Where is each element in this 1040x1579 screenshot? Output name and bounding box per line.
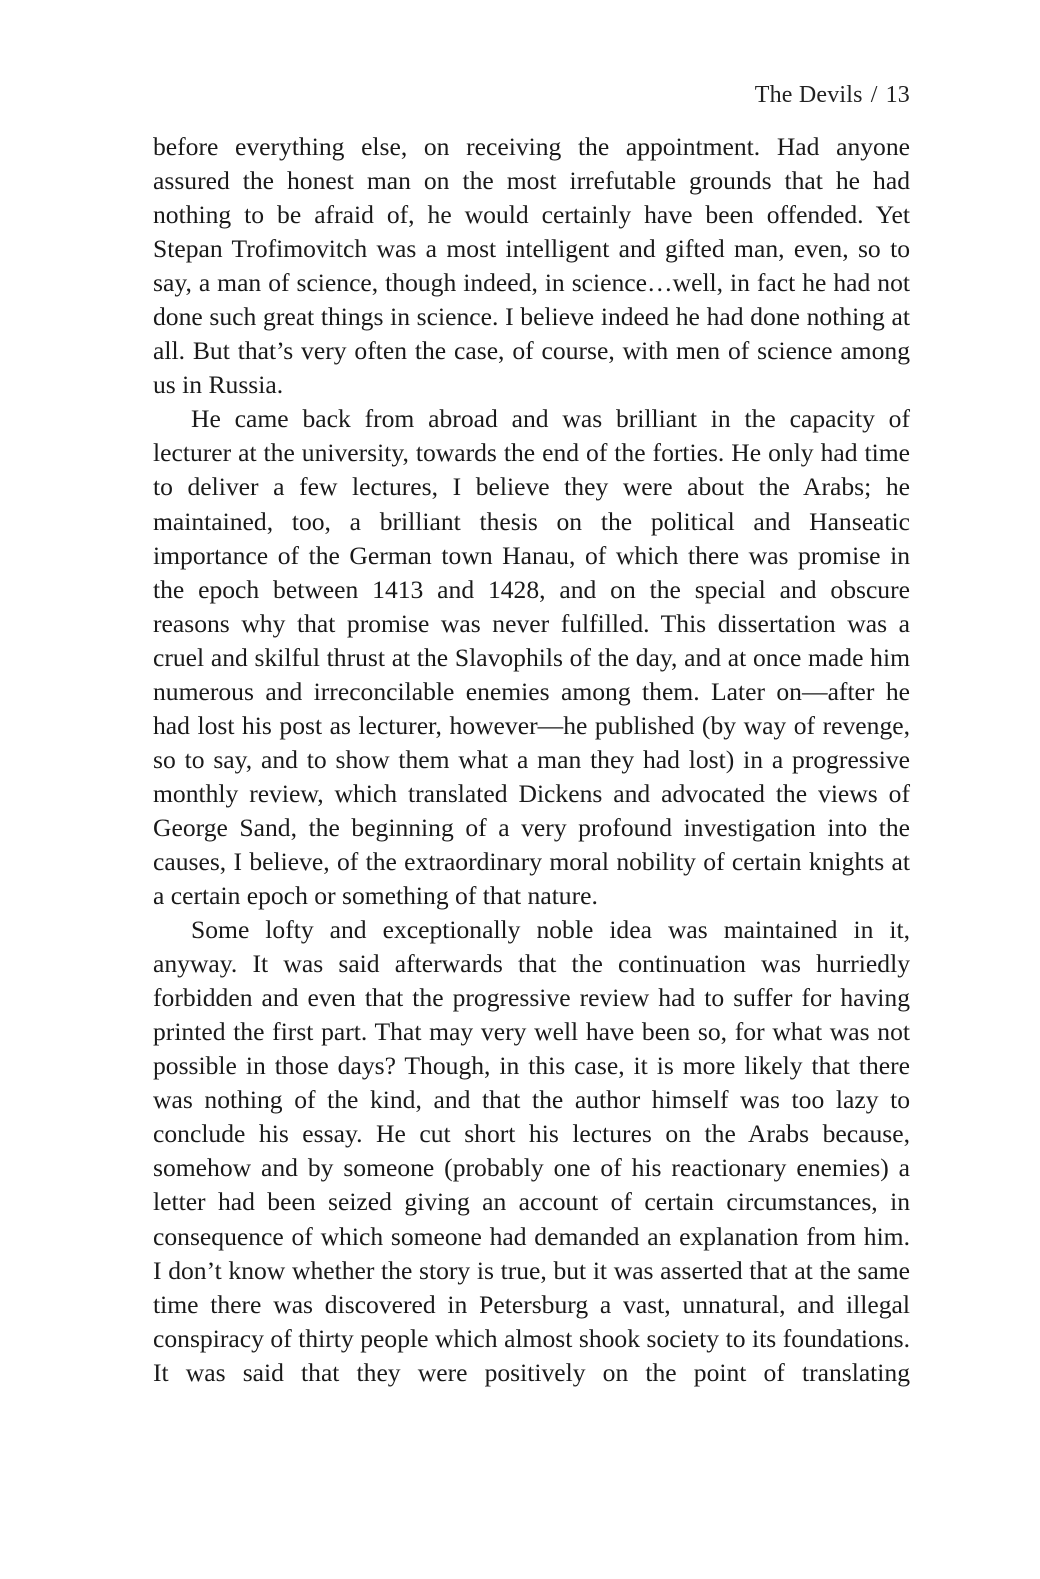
paragraph: Some lofty and exceptionally noble idea was maintained in it, anyway. It was said afterwards that the continuation was hurriedly forbidden and even that the progressive review had to suffer for having printed the first part. That may very well have been so, for what was not possible in those days? Though, in this case, it is more likely that there was nothing of the kind, and that the author himself was too lazy to conclude his essay. He cut short his lectures on the Arabs because, somehow and by someone (probably one of his reactionary enemies) a letter had been seized giving an account of certain circumstances, in consequence of which someone had demanded an explanation from him. I don’t know whether the story is true, but it was asserted that at the same time there was discovered in Petersburg a vast, unnatural, and illegal conspiracy of thirty people which almost shook society to its foundations. It was said that they were positively on the point of translating — [153, 915, 910, 1387]
book-title: The Devils — [754, 82, 863, 108]
body-text — [153, 130, 910, 1390]
paragraph: He came back from abroad and was brilliant in the capacity of lecturer at the university, towards the end of the forties. He only had time to deliver a few lectures, I believe they were about the Arabs; he maintained, too, a brilliant thesis on the political and Hanseatic importance of the German town Hanau, of which there was promise in the epoch between 1413 and 1428, and on the special and obscure reasons why that promise was never fulfilled. This dissertation was a cruel and skilful thrust at the Slavophils of the day, and at once made him numerous and irreconcilable enemies among them. Later on—after he had lost his post as lecturer, however—he published (by way of revenge, so to say, and to show them what a man they had lost) in a progressive monthly review, which translated Dickens and advocated the views of George Sand, the beginning of a very profound investigation into the causes, I believe, of the extraordinary moral nobility of certain knights at a certain epoch or something of that nature. — [153, 404, 910, 911]
header-separator: / — [870, 82, 878, 108]
paragraph-continued: before everything else, on receiving the appointment. Had anyone assured the honest man on the most irrefutable grounds that he had nothing to be afraid of, he would certainly have been offended. Yet Stepan Trofimovitch was a most intelligent and gifted man, even, so to say, a man of science, though indeed, in science…well, in fact he had not done such great things in science. I believe indeed he had done nothing at all. But that’s very often the case, of course, with men of science among us in Russia. — [153, 132, 910, 400]
running-header — [755, 82, 910, 109]
page-number: 13 — [885, 82, 910, 108]
